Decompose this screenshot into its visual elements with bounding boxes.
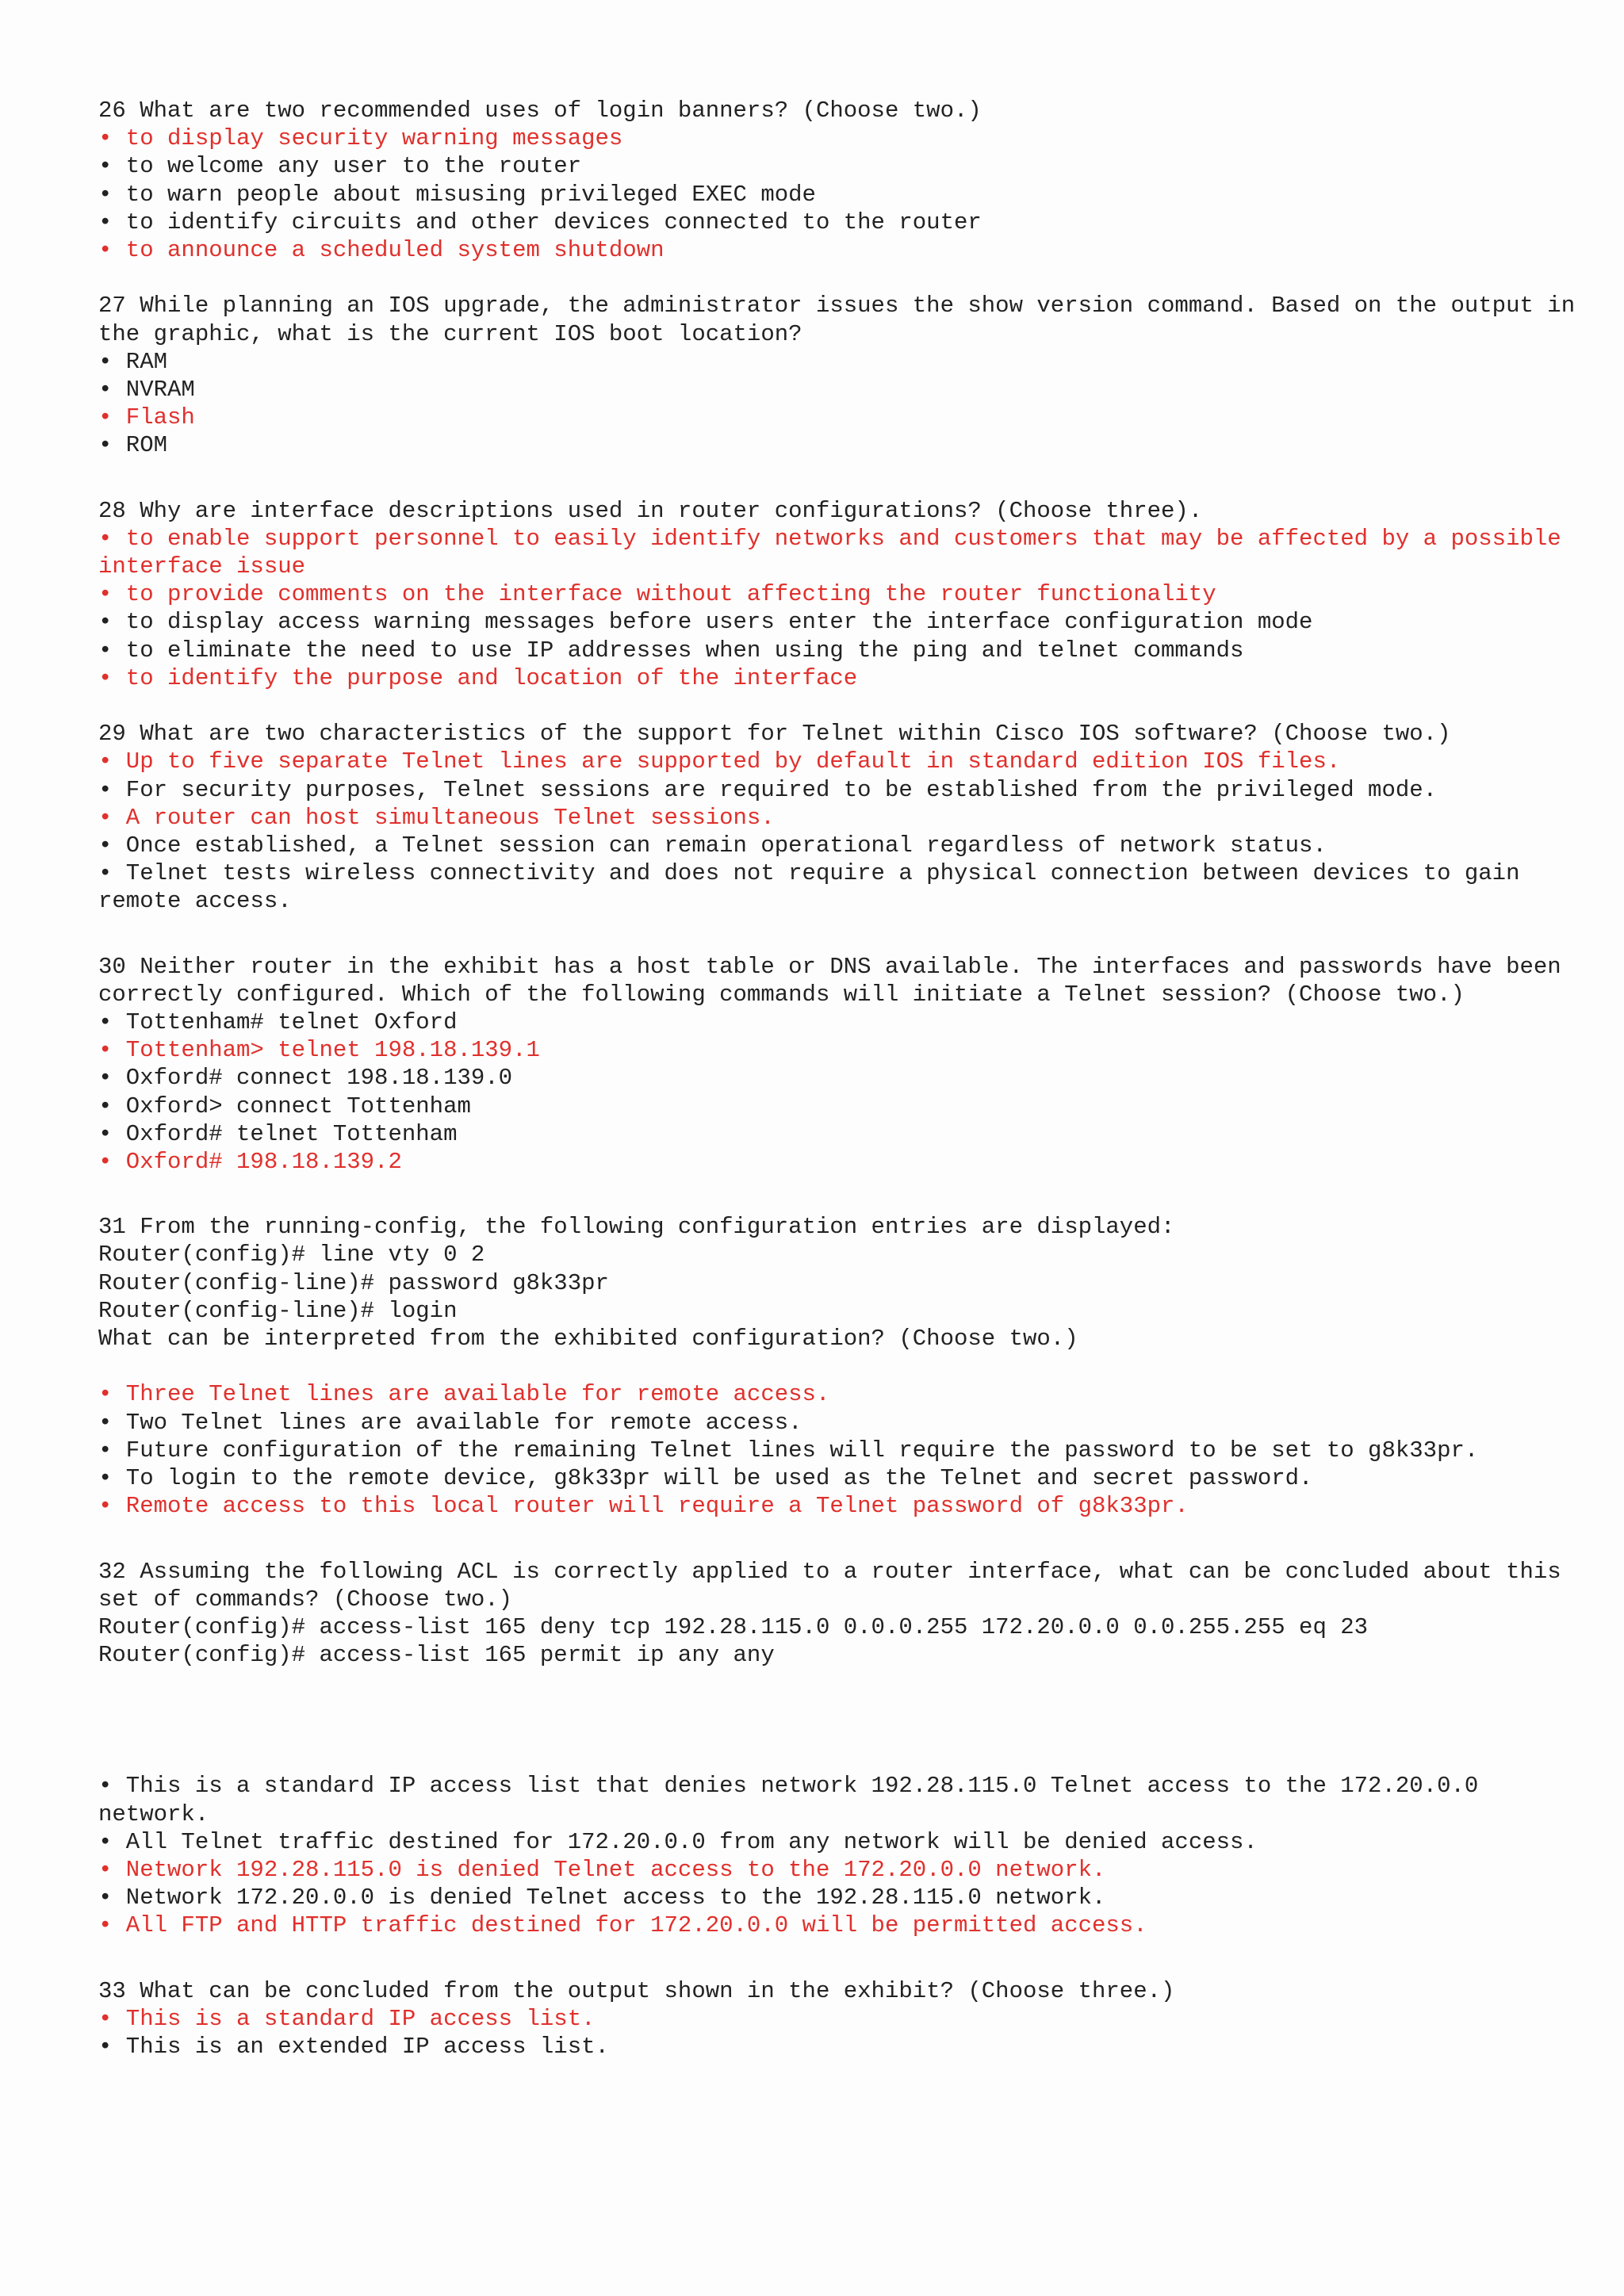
- answer-option: • For security purposes, Telnet sessions are required to be established from the privileged mode.: [98, 776, 1438, 803]
- question-stem: 30 Neither router in the exhibit has a host table or DNS available. The interfaces and passwords have been correctly configured. Which of the following commands will initiate a Telnet session? (Choose two.): [98, 953, 1576, 1008]
- answer-option: • to identify circuits and other devices connected to the router: [98, 209, 982, 235]
- answer-option-correct: • All FTP and HTTP traffic destined for 172.20.0.0 will be permitted access.: [98, 1912, 1147, 1939]
- answer-option: • Two Telnet lines are available for remote access.: [98, 1409, 802, 1436]
- answer-option: • Once established, a Telnet session can remain operational regardless of network status.: [98, 832, 1327, 859]
- question-stem: 26 What are two recommended uses of login banners? (Choose two.): [98, 98, 982, 124]
- answer-option-correct: • to display security warning messages: [98, 125, 623, 152]
- question-28: [98, 497, 1589, 692]
- question-stem: 27 While planning an IOS upgrade, the administrator issues the show version command. Based on the output in the graphic, what is the current IOS boot location?: [98, 293, 1589, 347]
- answer-option-correct: • to provide comments on the interface without affecting the router functionality: [98, 581, 1216, 608]
- answer-option: • This is an extended IP access list.: [98, 2033, 609, 2060]
- answer-option-correct: • Network 192.28.115.0 is denied Telnet access to the 172.20.0.0 network.: [98, 1856, 1106, 1883]
- question-stem: 32 Assuming the following ACL is correctly applied to a router interface, what can be concluded about this set of commands? (Choose two.): [98, 1558, 1576, 1613]
- question-32: [98, 1558, 1589, 1940]
- config-line: Router(config)# access-list 165 deny tcp 192.28.115.0 0.0.0.255 172.20.0.0 0.0.255.255 eq 23: [98, 1613, 1369, 1640]
- answer-option: • Telnet tests wireless connectivity and does not require a physical connection between devices to gain remote access.: [98, 860, 1534, 915]
- answer-option-correct: • Remote access to this local router will require a Telnet password of g8k33pr.: [98, 1493, 1189, 1520]
- answer-option-correct: • Flash: [98, 404, 195, 431]
- config-line: Router(config-line)# login: [98, 1297, 458, 1324]
- config-line: Router(config-line)# password g8k33pr: [98, 1269, 609, 1296]
- config-line: Router(config)# line vty 0 2: [98, 1242, 485, 1269]
- answer-option: • Future configuration of the remaining Telnet lines will require the password to be set to g8k33pr.: [98, 1437, 1479, 1464]
- answer-option: • to eliminate the need to use IP addresses when using the ping and telnet commands: [98, 637, 1244, 664]
- answer-option: • To login to the remote device, g8k33pr will be used as the Telnet and secret password.: [98, 1465, 1313, 1492]
- answer-option: • Network 172.20.0.0 is denied Telnet access to the 192.28.115.0 network.: [98, 1885, 1106, 1911]
- answer-option-correct: • Oxford# 198.18.139.2: [98, 1149, 402, 1176]
- answer-option: • RAM: [98, 348, 168, 375]
- answer-option: • to display access warning messages before users enter the interface configuration mode: [98, 609, 1313, 636]
- question-prompt: What can be interpreted from the exhibited configuration? (Choose two.): [98, 1326, 1078, 1353]
- answer-option: • Tottenham# telnet Oxford: [98, 1009, 458, 1036]
- question-stem: 28 Why are interface descriptions used in router configurations? (Choose three).: [98, 497, 1203, 524]
- answer-option: • to welcome any user to the router: [98, 153, 582, 180]
- answer-option-correct: • to announce a scheduled system shutdown: [98, 237, 665, 264]
- answer-option-correct: • Up to five separate Telnet lines are supported by default in standard edition IOS files.: [98, 748, 1341, 775]
- answer-option: • ROM: [98, 432, 168, 459]
- answer-option: • All Telnet traffic destined for 172.20.0.0 from any network will be denied access.: [98, 1828, 1258, 1855]
- answer-option-correct: • Tottenham> telnet 198.18.139.1: [98, 1037, 540, 1064]
- answer-option-correct: • A router can host simultaneous Telnet sessions.: [98, 804, 775, 831]
- question-31: [98, 1213, 1589, 1520]
- answer-option: • Oxford# connect 198.18.139.0: [98, 1065, 513, 1092]
- question-26: [98, 97, 1589, 264]
- answer-option-correct: • Three Telnet lines are available for remote access.: [98, 1381, 830, 1408]
- answer-option-correct: • to identify the purpose and location of the interface: [98, 664, 858, 691]
- question-30: [98, 953, 1589, 1177]
- question-stem: 31 From the running-config, the following configuration entries are displayed:: [98, 1214, 1175, 1241]
- question-29: [98, 720, 1589, 915]
- answer-option-correct: • to enable support personnel to easily identify networks and customers that may be affected by a possible interface issue: [98, 525, 1576, 580]
- answer-option-correct: • This is a standard IP access list.: [98, 2005, 596, 2032]
- question-27: [98, 292, 1589, 459]
- answer-option: • NVRAM: [98, 377, 195, 404]
- document-page: [98, 97, 1589, 2061]
- question-33: [98, 1977, 1589, 2061]
- question-stem: 29 What are two characteristics of the support for Telnet within Cisco IOS software? (Choose two.): [98, 721, 1451, 748]
- answer-option: • This is a standard IP access list that denies network 192.28.115.0 Telnet access to the 172.20.0.0 network.: [98, 1773, 1492, 1827]
- answer-option: • Oxford> connect Tottenham: [98, 1093, 471, 1119]
- question-stem: 33 What can be concluded from the output shown in the exhibit? (Choose three.): [98, 1977, 1175, 2004]
- config-line: Router(config)# access-list 165 permit ip any any: [98, 1642, 775, 1669]
- answer-option: • Oxford# telnet Tottenham: [98, 1120, 458, 1147]
- answer-option: • to warn people about misusing privileged EXEC mode: [98, 181, 816, 208]
